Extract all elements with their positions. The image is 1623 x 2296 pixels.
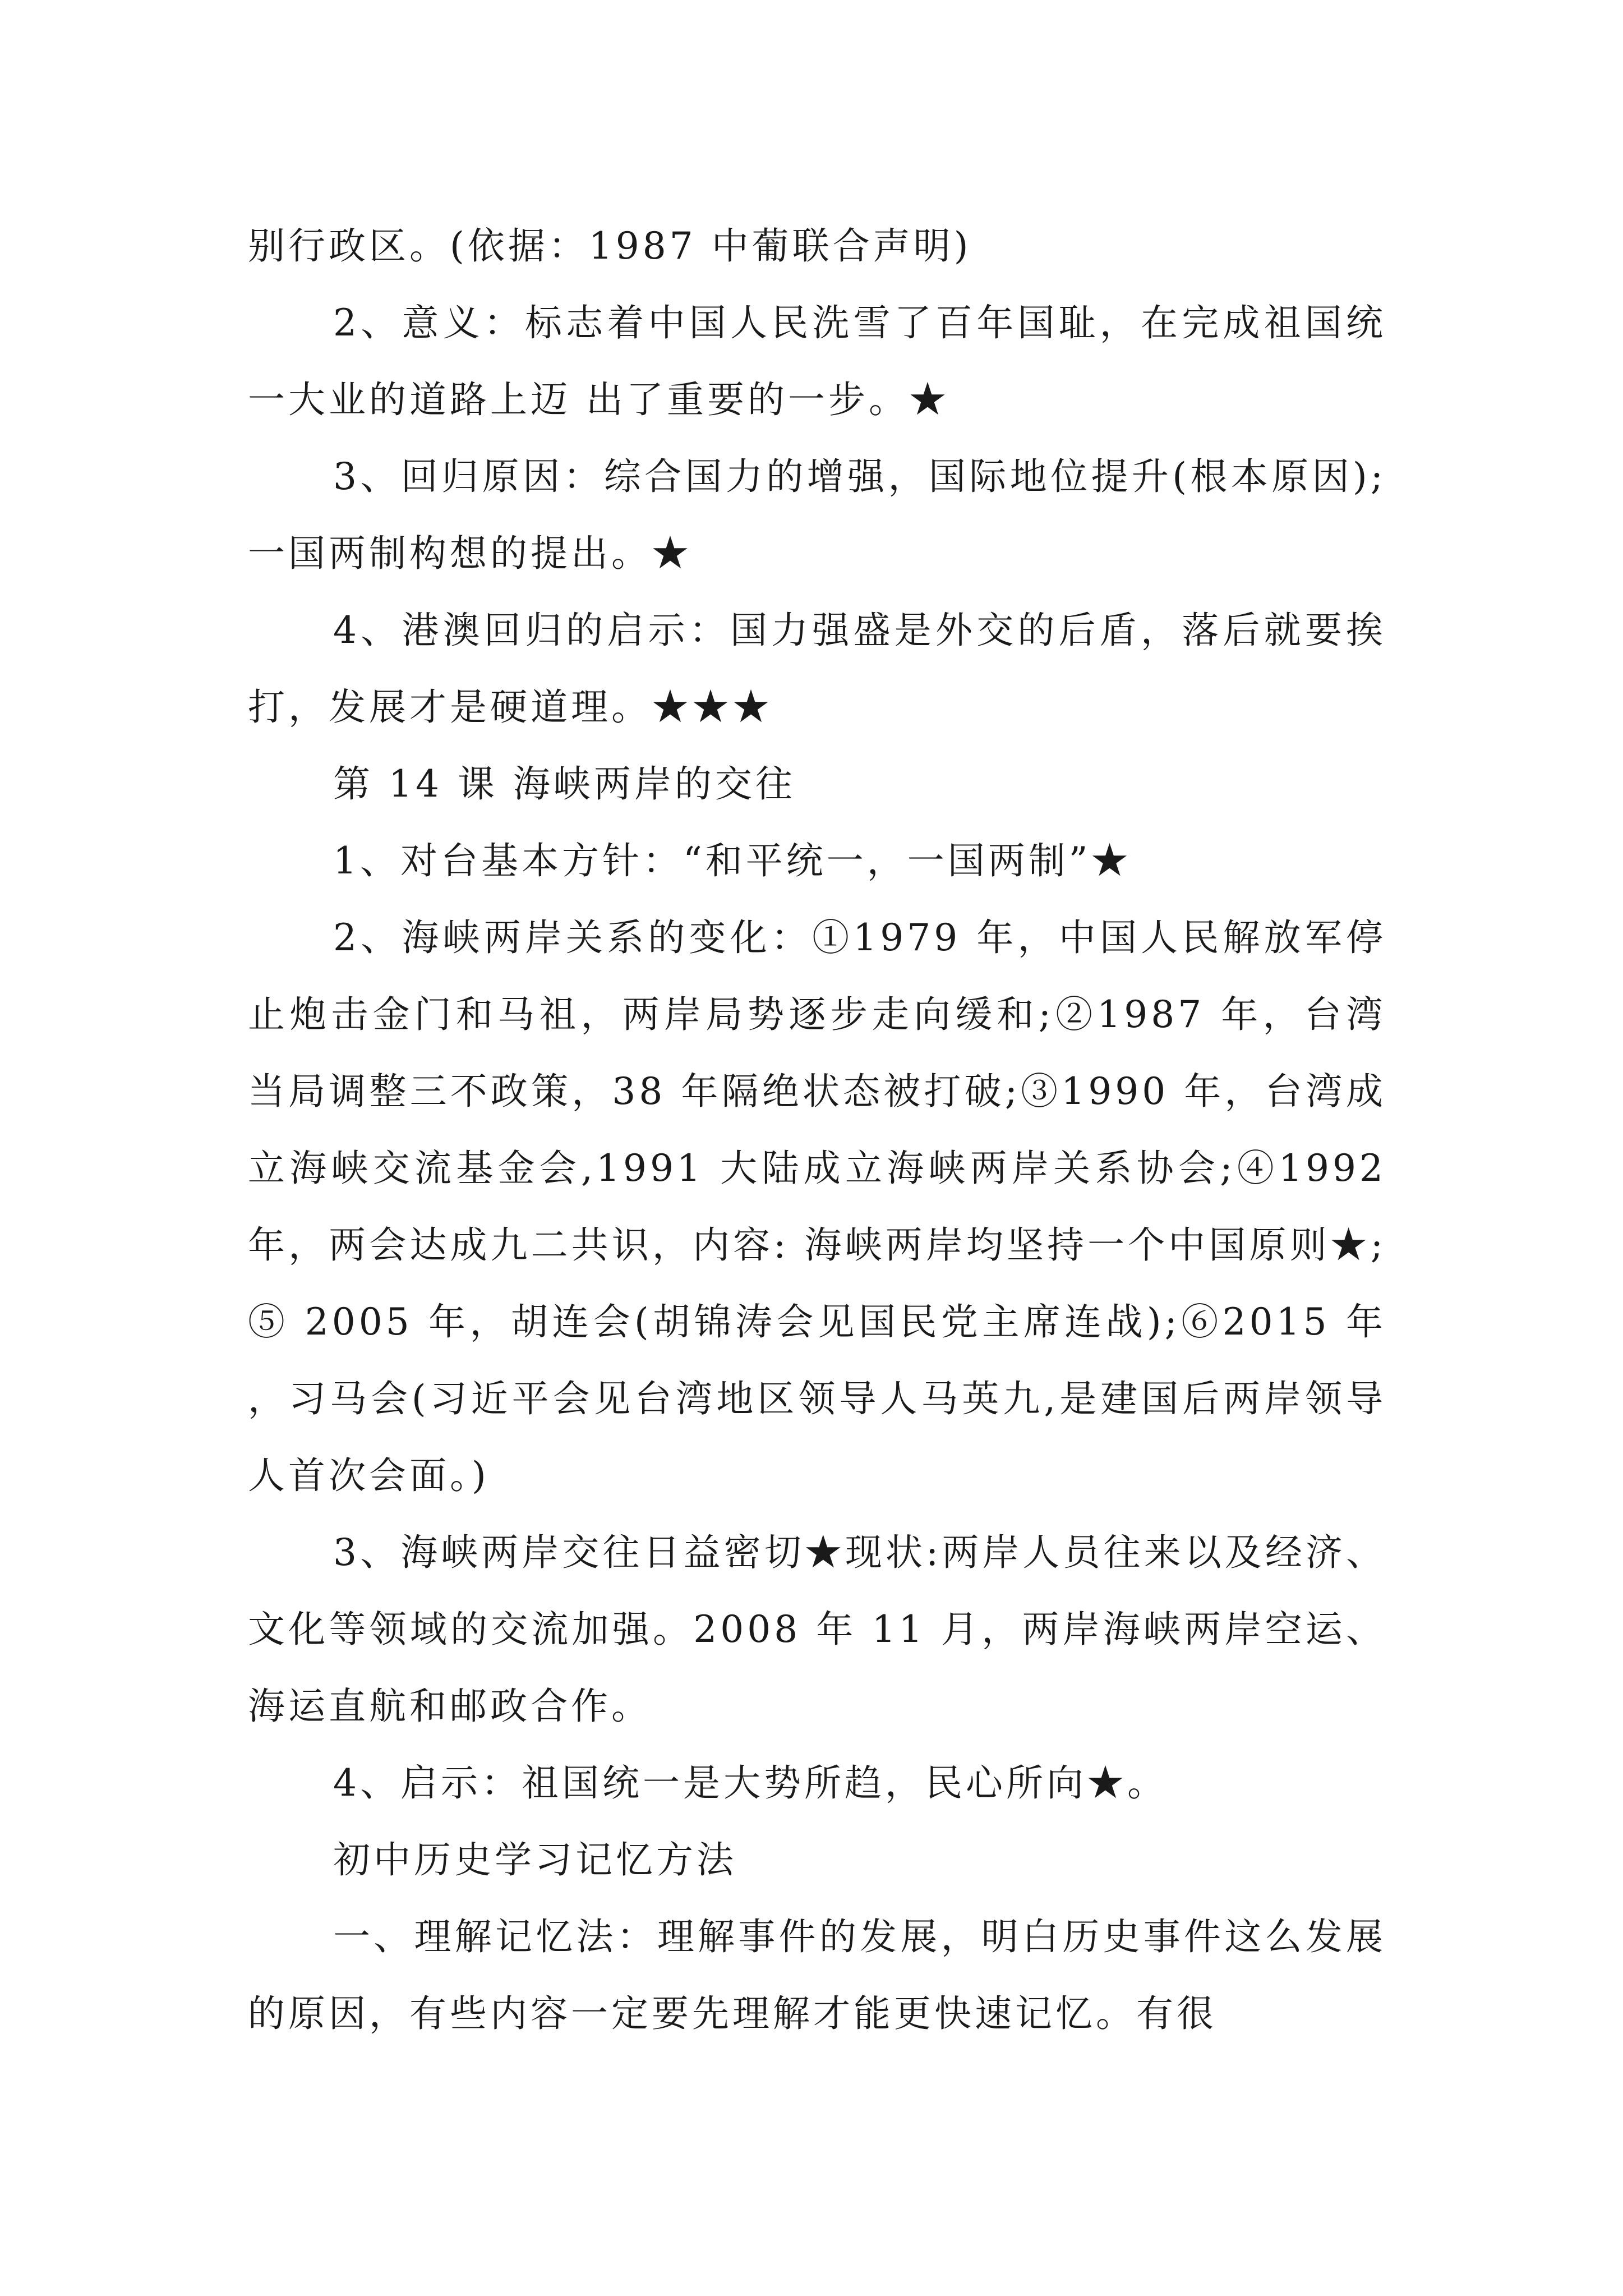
paragraph-return-significance: 2、意义：标志着中国人民洗雪了百年国耻，在完成祖国统一大业的道路上迈 出了重要的一步。★ xyxy=(248,301,1386,421)
paragraph-cross-strait-changes: 2、海峡两岸关系的变化：①1979 年，中国人民解放军停止炮击金门和马祖，两岸局势逐步走向缓和;②1987 年，台湾当局调整三不政策，38 年隔绝状态被打破;③1990 年，台湾成立海峡交流基金会,1991 大陆成立海峡两岸关系协会;④1992 年，两会达成九二共识，内容: 海峡两岸均坚持一个中国原则★;⑤ 2005 年，胡连会(胡锦涛会见国民党主席连战);⑥2015 年，习马会(习近平会见台湾地区领导人马英九,是建国后两岸领导人首次会面。) xyxy=(248,916,1386,1497)
paragraph-return-lessons: 4、港澳回归的启示：国力强盛是外交的后盾，落后就要挨打，发展才是硬道理。★★★ xyxy=(248,609,1386,729)
paragraph-taiwan-policy: 1、对台基本方针：“和平统一，一国两制”★ xyxy=(333,839,1132,882)
paragraph-cross-strait-exchanges: 3、海峡两岸交往日益密切★现状:两岸人员往来以及经济、文化等领域的交流加强。2008 年 11 月，两岸海峡两岸空运、海运直航和邮政合作。 xyxy=(248,1531,1386,1728)
section-heading-memory-methods: 初中历史学习记忆方法 xyxy=(333,1838,737,1881)
lesson-14-heading: 第 14 课 海峡两岸的交往 xyxy=(333,762,796,806)
document-page xyxy=(248,208,1386,2052)
paragraph-macau-sar-basis: 别行政区。(依据：1987 中葡联合声明) xyxy=(248,224,972,268)
paragraph-understanding-memory: 一、理解记忆法：理解事件的发展，明白历史事件这么发展的原因，有些内容一定要先理解才能更快速记忆。有很 xyxy=(248,1915,1386,2035)
paragraph-reunification-lesson: 4、启示：祖国统一是大势所趋，民心所向★。 xyxy=(333,1761,1168,1805)
paragraph-return-reasons: 3、回归原因：综合国力的增强，国际地位提升(根本原因);一国两制构想的提出。★ xyxy=(248,455,1386,575)
